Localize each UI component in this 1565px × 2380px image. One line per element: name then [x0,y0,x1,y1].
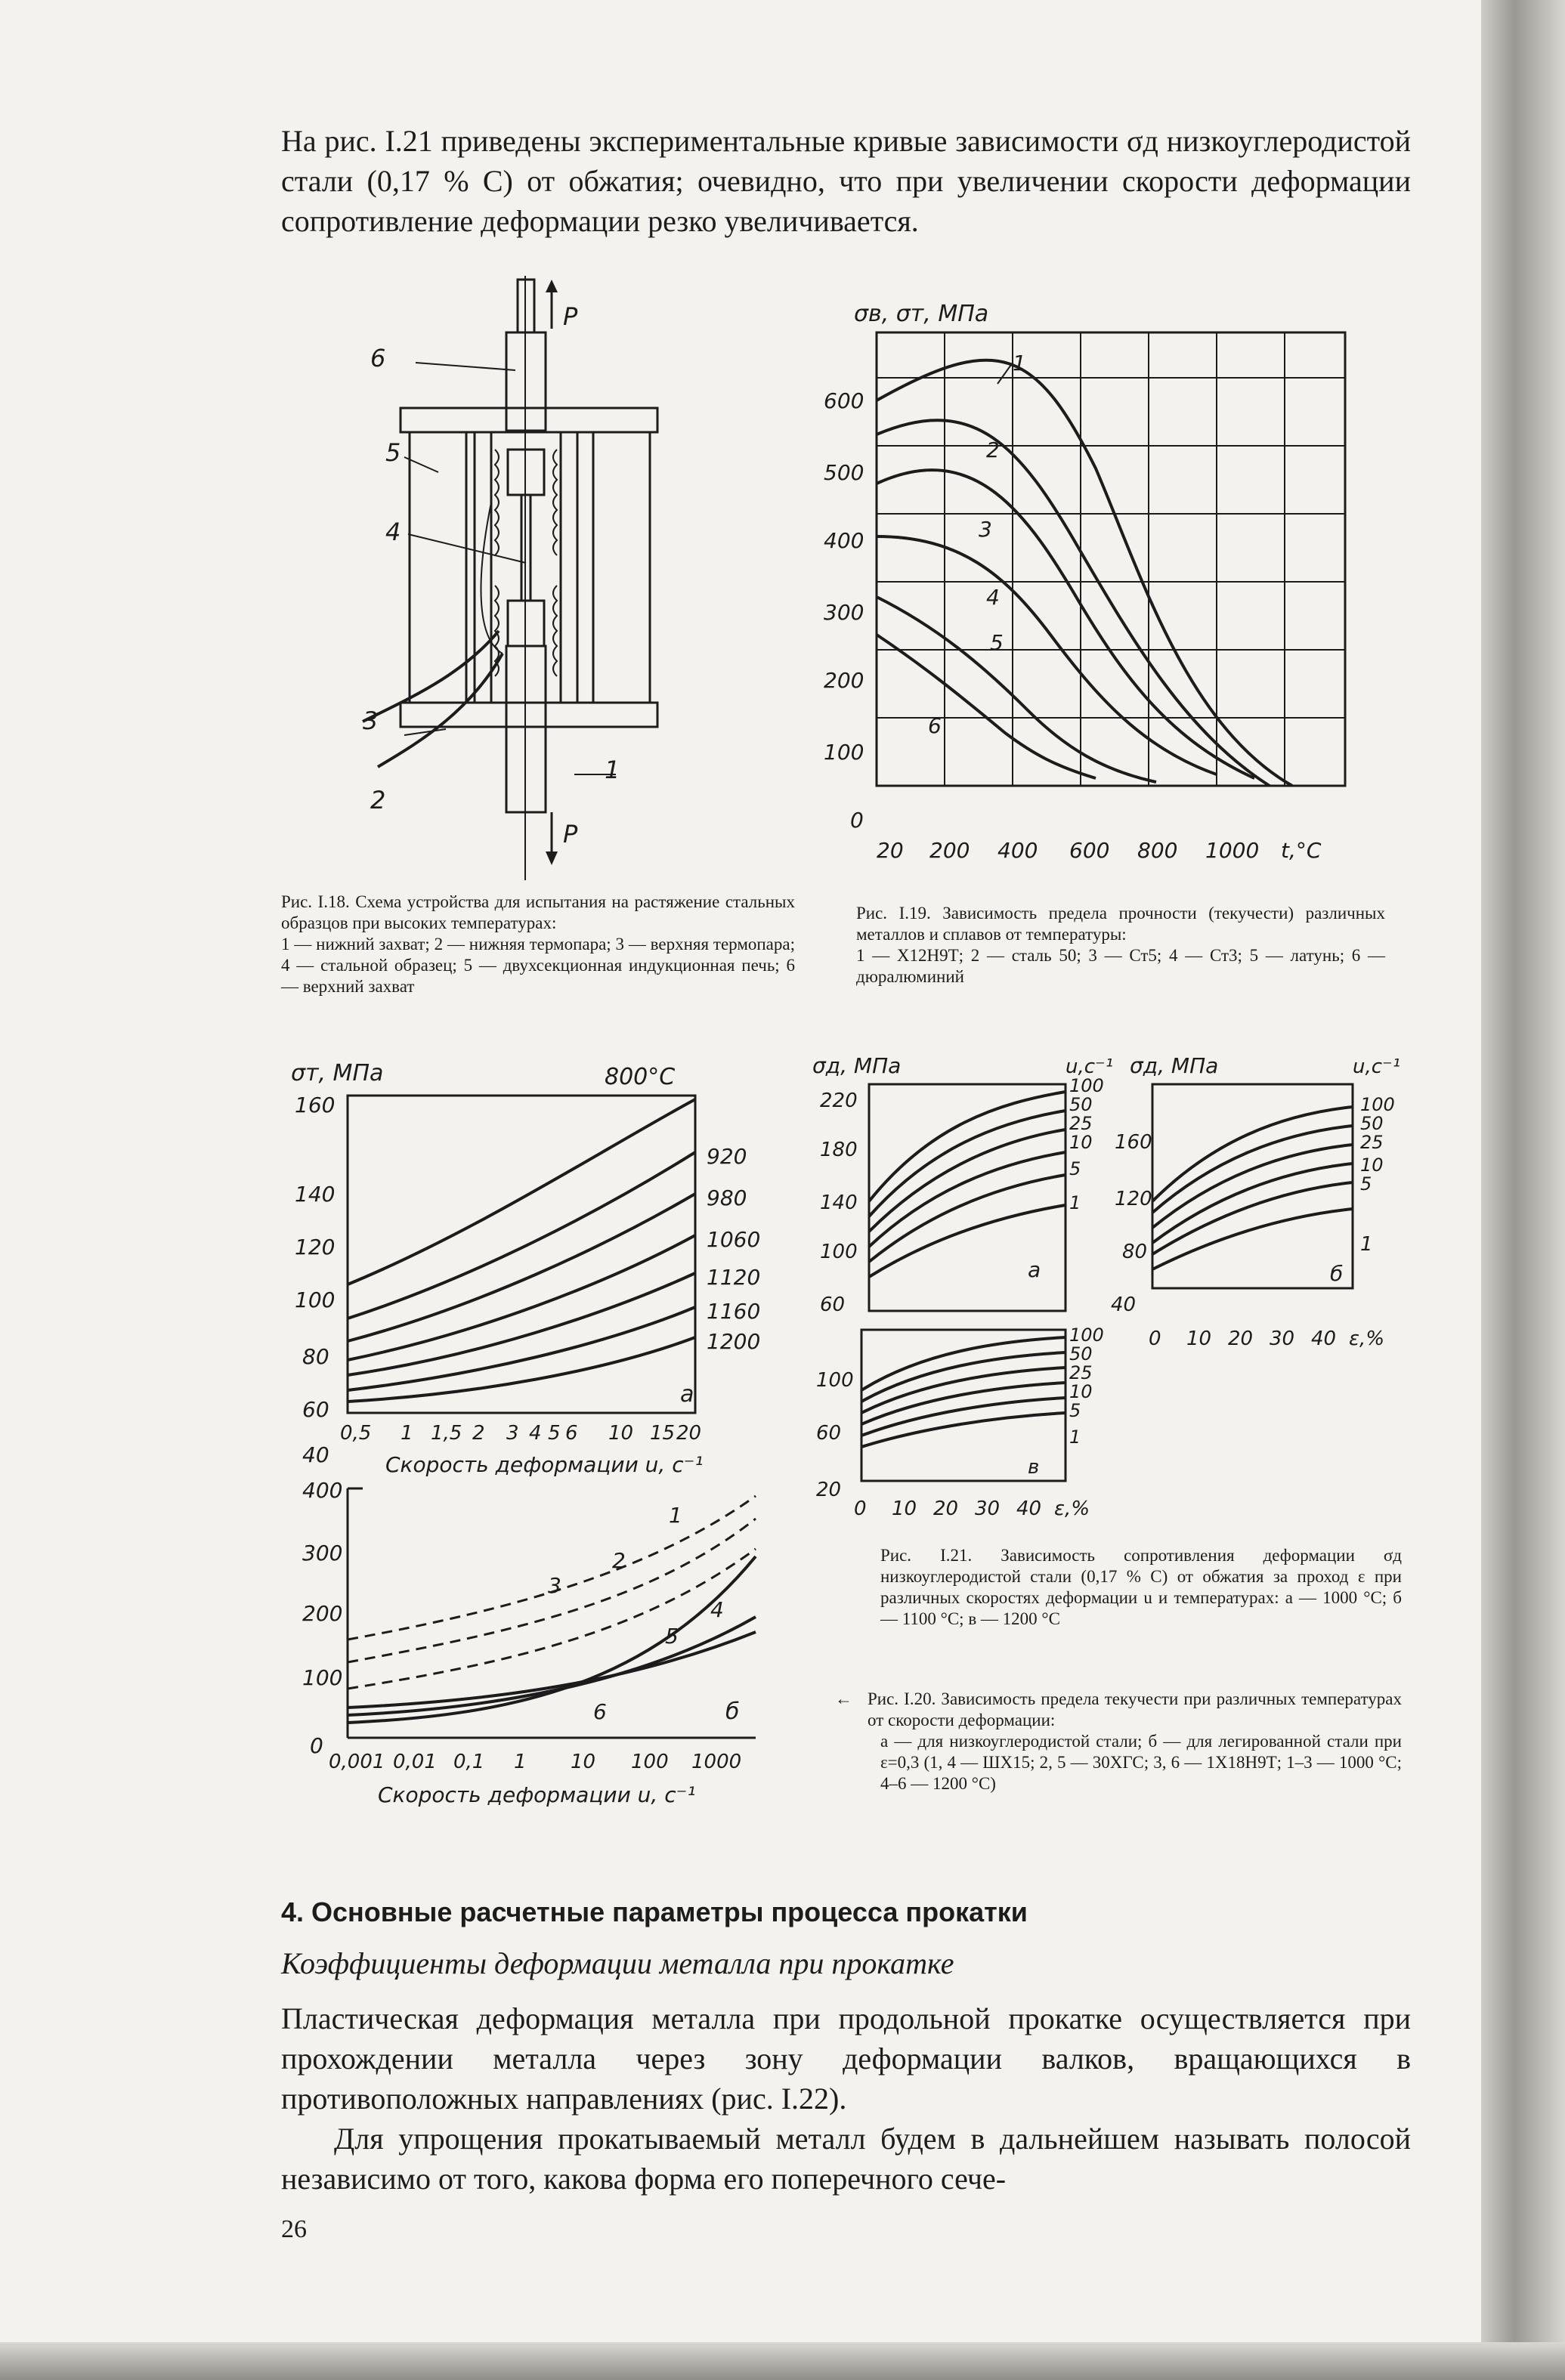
fig18-label-p-bottom: P [563,820,578,848]
fig19-ytick-0: 0 [850,808,864,833]
fig21b-panel-label: б [1330,1261,1344,1286]
fig20a-chart [287,1058,778,1481]
fig21c-curve-5 [861,1398,1065,1436]
fig21a-ytick-60: 60 [820,1294,846,1316]
fig19-curve-6 [877,635,1096,778]
fig19-curve-label-6: 6 [928,713,942,738]
fig19-ytick-200: 200 [824,668,864,693]
fig19-xtick-20: 20 [877,838,904,863]
fig20a-curve-920 [348,1152,695,1318]
fig20b-ytick-100: 100 [302,1665,343,1690]
fig20a-temp-label: 800°C [605,1064,676,1090]
fig19-ytick-400: 400 [824,528,864,553]
fig19-xtick-400: 400 [997,838,1038,863]
fig20a-curve-label-980: 980 [707,1185,747,1210]
fig20a-ytick-80: 80 [302,1344,329,1369]
fig21b-xtick-0: 0 [1149,1328,1161,1350]
fig19-curve-label-3: 3 [979,517,992,542]
fig20b-curve-label-6: 6 [593,1699,607,1724]
fig21c-ytick-100: 100 [816,1369,854,1392]
fig20-caption-body: а — для низкоуглеродистой стали; б — для легированной стали при ε=0,3 (1, 4 — ШХ15; 2, 5 — 30ХГС; 3, 6 — 1Х18Н9Т; 1–3 — 1000 °С; 4–6 — 1200 °С) [880,1732,1402,1793]
fig18-caption [281,892,795,997]
fig21b-xtick-40: 40 [1311,1328,1337,1350]
fig21a-utick-10: 10 [1069,1132,1093,1153]
fig19-caption [856,903,1385,988]
fig20b-curve-label-1: 1 [669,1503,682,1528]
fig20a-xtick-15: 15 [650,1422,676,1445]
fig21c-utick-100: 100 [1069,1324,1104,1346]
fig20-caption-arrow: ← [835,1689,852,1708]
fig21c-utick-1: 1 [1069,1426,1081,1448]
fig20b-chart [287,1478,786,1828]
subsection-title: Коэффициенты деформации металла при прокатке [281,1946,954,1980]
fig20a-xtick-2: 2 [472,1422,485,1445]
fig21a-chart [809,1050,1126,1337]
fig19-ytick-100: 100 [824,740,864,765]
fig20b-curve-label-5: 5 [665,1624,679,1649]
fig20a-xtick-1-5: 1,5 [431,1422,462,1445]
fig20b-xtick-0-1: 0,1 [453,1751,485,1773]
fig20a-ylabel: σт, МПа [291,1060,384,1086]
fig21a-panel-label: а [1028,1257,1041,1282]
fig21c-chart [809,1322,1126,1534]
fig21a-utick-50: 50 [1069,1094,1093,1115]
fig21c-ytick-20: 20 [816,1479,842,1501]
fig20a-panel-label: a [680,1381,694,1408]
fig21c-curve-10 [861,1383,1065,1424]
fig20a-curve-label-920: 920 [707,1144,747,1169]
fig20b-ytick-0: 0 [310,1733,323,1758]
fig20a-curve-800 [348,1099,695,1284]
fig20b-panel-label: б [725,1698,740,1725]
fig21c-utick-50: 50 [1069,1343,1093,1365]
fig21b-utick-1: 1 [1360,1233,1373,1256]
fig20a-xtick-20: 20 [676,1422,702,1445]
intro-paragraph: На рис. I.21 приведены экспериментальные кривые зависимости σд низкоуглеродистой стали (0,17 % С) от обжатия; очевидно, что при увеличении скорости деформации сопротивление деформации резко увеличивается. [281,124,1411,238]
fig19-xtick-800: 800 [1137,838,1178,863]
fig19-curve-4 [877,536,1217,774]
fig19-curve-5 [877,597,1156,782]
fig21a-ytick-100: 100 [820,1241,858,1263]
fig18-label-5: 5 [385,438,401,467]
fig19-xtick-600: 600 [1069,838,1110,863]
fig20b-ytick-300: 300 [302,1541,343,1566]
fig18-label-6: 6 [370,344,386,372]
fig19-caption-body: 1 — Х12Н9Т; 2 — сталь 50; 3 — Ст5; 4 — Ст3; 5 — латунь; 6 — дюралюминий [856,946,1385,986]
fig19-xlabel: t,°C [1281,838,1322,863]
fig21c-xtick-30: 30 [975,1498,1001,1520]
fig21b-utick-25: 25 [1360,1132,1384,1153]
fig19-curve-label-2: 2 [986,437,1000,462]
fig20a-ytick-60: 60 [302,1397,329,1422]
fig21b-ytick-120: 120 [1115,1188,1152,1210]
fig21b-ylabel: σд, МПа [1130,1053,1219,1078]
fig21c-xtick-20: 20 [933,1498,959,1520]
fig18-label-1: 1 [605,756,620,784]
fig20a-xtick-4: 4 [529,1422,542,1445]
fig18-label-3: 3 [363,706,379,735]
fig19-curve-label-4: 4 [986,585,1000,610]
fig20b-xtick-100: 100 [631,1751,669,1773]
fig19-ylabel: σв, σт, МПа [854,301,989,327]
fig21c-curve-1 [861,1413,1065,1447]
fig21c-ytick-60: 60 [816,1422,842,1445]
page-gutter-shadow [1481,0,1565,2380]
fig20b-curve-label-2: 2 [612,1548,626,1573]
fig21b-utick-50: 50 [1360,1113,1384,1134]
fig18-label-4: 4 [385,518,401,546]
fig19-xtick-1000: 1000 [1205,838,1260,863]
fig21b-chart [1111,1050,1413,1368]
fig18-label-p-top: P [563,302,578,331]
fig19-xtick-200: 200 [929,838,970,863]
fig20b-xtick-1000: 1000 [691,1751,742,1773]
fig20a-xtick-5: 5 [548,1422,561,1445]
fig20a-xtick-0-5: 0,5 [340,1422,372,1445]
fig21a-utick-1: 1 [1069,1192,1081,1213]
scan-bottom-edge [0,2342,1565,2380]
fig20a-curve-980 [348,1194,695,1341]
fig20b-xtick-10: 10 [571,1751,596,1773]
fig21c-xtick-10: 10 [892,1498,917,1520]
fig20b-curve-5 [348,1617,756,1715]
fig20-caption-title: Рис. I.20. Зависимость предела текучести при различных температурах от скорости деформации: [868,1689,1402,1729]
fig21b-xtick-20: 20 [1228,1328,1254,1350]
fig20a-ytick-40: 40 [302,1442,329,1467]
fig20a-ytick-140: 140 [295,1182,336,1207]
fig20b-xtick-1: 1 [514,1751,527,1773]
fig21a-ytick-180: 180 [820,1139,858,1161]
fig20a-curve-label-1060: 1060 [707,1227,761,1252]
fig21a-ytick-140: 140 [820,1192,858,1214]
fig19-ytick-600: 600 [824,388,864,413]
fig21a-curve-10 [869,1152,1065,1247]
fig20a-curve-label-1120: 1120 [707,1265,761,1290]
fig20a-xtick-3: 3 [506,1422,519,1445]
fig21c-panel-label: в [1028,1456,1040,1479]
fig21c-utick-25: 25 [1069,1362,1093,1383]
fig20a-ytick-120: 120 [295,1235,336,1260]
fig19-ytick-500: 500 [824,460,864,485]
fig20-caption [835,1689,1402,1794]
fig20b-ytick-200: 200 [302,1601,343,1626]
fig21b-xtick-eps: ε,% [1349,1328,1385,1350]
fig21b-xtick-30: 30 [1270,1328,1295,1350]
fig21a-utick-25: 25 [1069,1113,1093,1134]
fig20a-curve-label-1200: 1200 [707,1329,761,1354]
fig20b-curve-4 [348,1632,756,1708]
fig20b-curve-label-3: 3 [548,1573,561,1598]
fig20b-xtick-0-01: 0,01 [393,1751,437,1773]
fig20a-curve-1060 [348,1235,695,1360]
fig21a-ytick-220: 220 [820,1090,858,1112]
fig21b-ytick-160: 160 [1115,1131,1152,1154]
fig19-chart [809,287,1383,876]
fig20b-curve-label-4: 4 [710,1597,724,1622]
fig20a-xtick-1: 1 [401,1422,413,1445]
fig21b-xtick-10: 10 [1186,1328,1212,1350]
fig20a-ytick-160: 160 [295,1093,336,1117]
fig20b-ytick-400: 400 [302,1478,343,1503]
fig21b-utick-10: 10 [1360,1154,1384,1176]
fig21b-utick-100: 100 [1360,1094,1395,1115]
fig20a-xtick-10: 10 [608,1422,634,1445]
fig21a-curve-100 [869,1092,1065,1201]
fig19-ytick-300: 300 [824,600,864,625]
fig20b-xlabel: Скорость деформации u, с⁻¹ [378,1782,696,1807]
fig18-label-2: 2 [370,786,386,814]
fig18-caption-body: 1 — нижний захват; 2 — нижняя термопара; 3 — верхняя термопара; 4 — стальной образец; 5 — двухсекционная индукционная печь; 6 — верхний захват [281,935,795,996]
fig19-curve-label-1: 1 [1013,351,1026,376]
paragraph-1: Пластическая деформация металла при продольной прокатке осуществляется при прохождении металла через зону деформации валков, вращающихся в противоположных направлениях (рис. I.22). [281,2001,1411,2116]
fig21b-curve-1 [1152,1209,1353,1269]
fig20a-xtick-6: 6 [565,1422,578,1445]
fig21c-utick-5: 5 [1069,1400,1081,1421]
fig21a-ulabel: u,с⁻¹ [1065,1056,1114,1078]
fig21b-curve-5 [1152,1182,1353,1254]
section-title: 4. Основные расчетные параметры процесса прокатки [281,1896,1028,1927]
fig21a-utick-100: 100 [1069,1075,1104,1096]
fig20b-xtick-0-001: 0,001 [329,1751,385,1773]
fig21a-utick-5: 5 [1069,1158,1081,1179]
fig19-caption-title: Рис. I.19. Зависимость предела прочности (текучести) различных металлов и сплавов от температуры: [856,904,1385,944]
page-number: 26 [281,2215,307,2243]
fig19-curve-label-5: 5 [990,630,1004,655]
fig21b-ytick-80: 80 [1122,1241,1148,1263]
fig18-device-schematic [348,276,703,880]
fig21c-xtick-40: 40 [1016,1498,1042,1520]
fig20a-xlabel: Скорость деформации u, с⁻¹ [385,1452,704,1477]
fig18-caption-title: Рис. I.18. Схема устройства для испытания на растяжение стальных образцов при высоких температурах: [281,892,795,932]
fig21a-ylabel: σд, МПа [812,1053,902,1078]
fig21b-ulabel: u,с⁻¹ [1353,1056,1401,1078]
paragraph-2: Для упрощения прокатываемый металл будем в дальнейшем называть полосой независимо от того, какова форма его поперечного сече- [281,2122,1411,2196]
fig21b-utick-5: 5 [1360,1173,1372,1195]
fig21a-curve-50 [869,1111,1065,1216]
fig20a-curve-label-1160: 1160 [707,1299,761,1324]
fig21b-ytick-40: 40 [1111,1294,1137,1316]
fig21c-xtick-0: 0 [854,1498,867,1520]
fig21-caption: Рис. I.21. Зависимость сопротивления деформации σд низкоуглеродистой стали (0,17 % С) от обжатия за проход ε при различных скоростях деформации u и температурах: а — 1000 °С; б — 1100 °С; в — 1200 °С [880,1546,1402,1628]
fig21c-xtick-eps: ε,% [1054,1498,1090,1520]
fig21c-utick-10: 10 [1069,1381,1093,1402]
fig20a-ytick-100: 100 [295,1287,336,1312]
